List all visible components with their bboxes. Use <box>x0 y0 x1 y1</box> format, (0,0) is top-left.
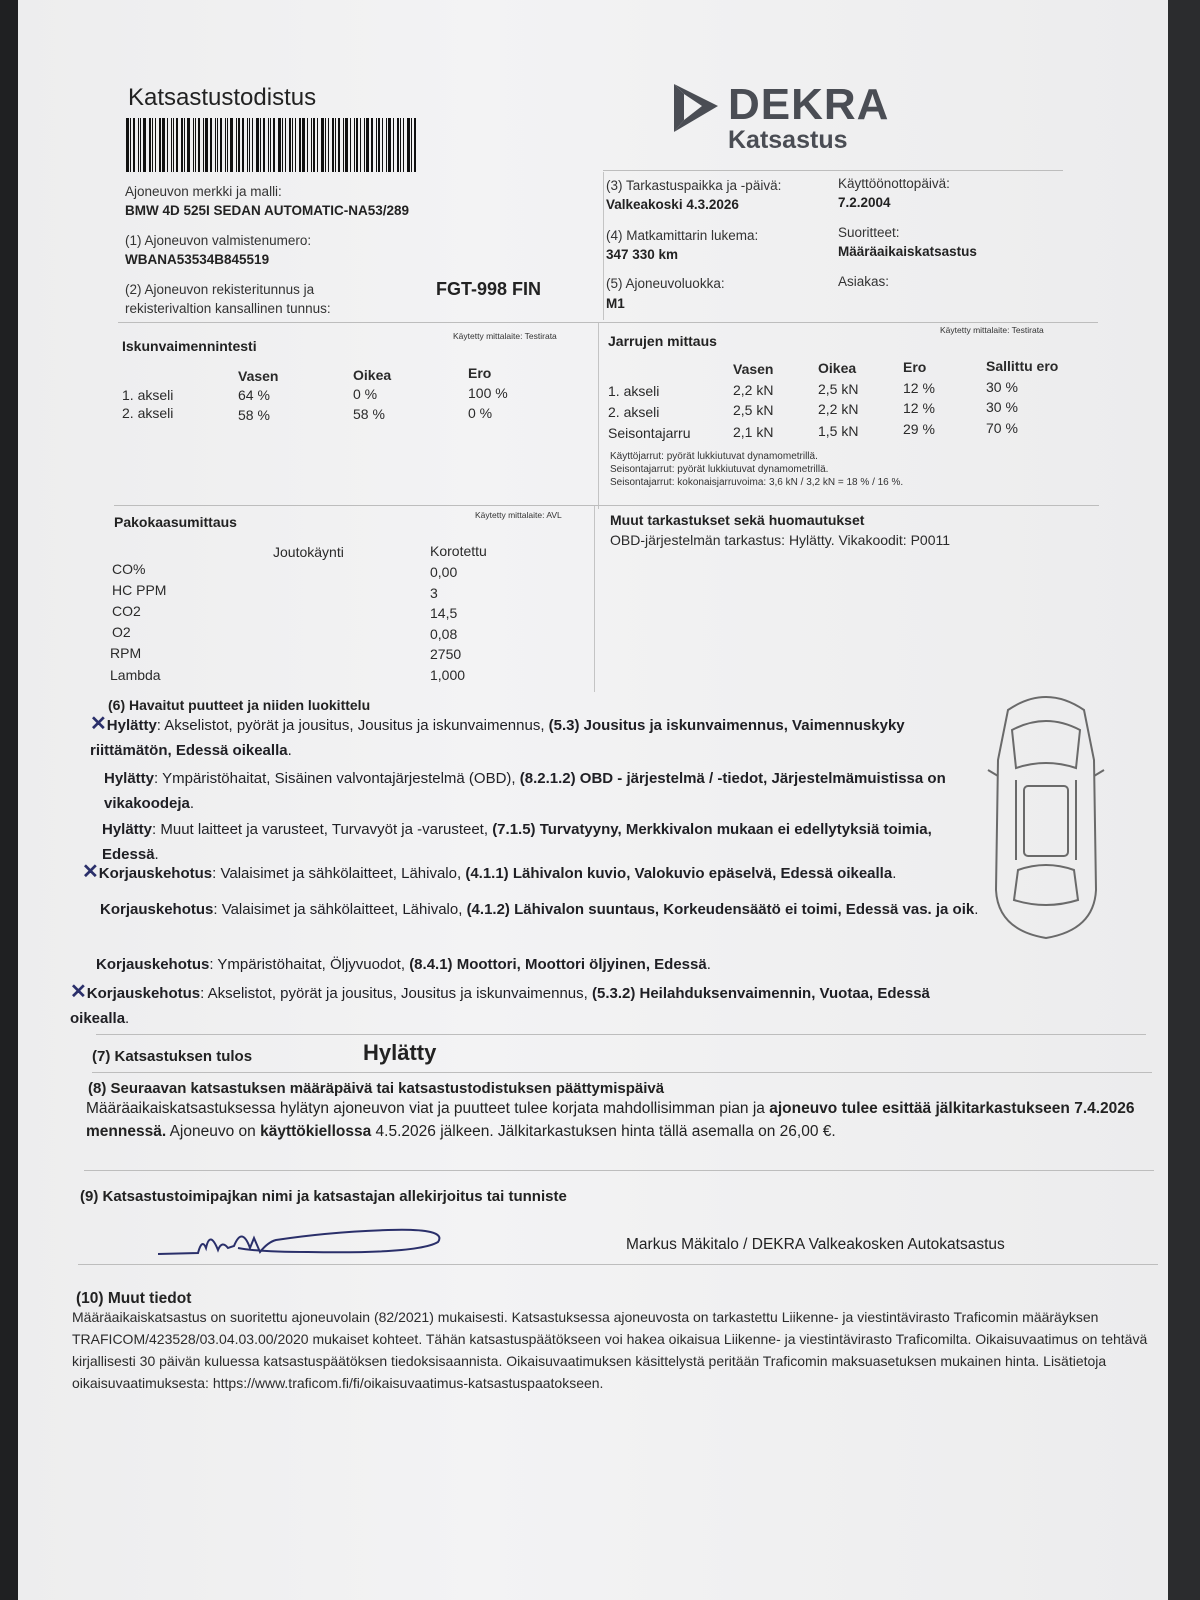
reg-label-line2: rekisterivaltion kansallinen tunnus: <box>125 301 331 316</box>
class-value: M1 <box>606 296 625 311</box>
signature-title: (9) Katsastustoimipajkan nimi ja katsastajan allekirjoitus tai tunniste <box>80 1188 567 1205</box>
defect-item: Korjauskehotus: Valaisimet ja sähkölaitteet, Lähivalo, (4.1.2) Lähivalon suuntaus, Korkeudensäätö ei toimi, Edessä vas. ja oik. <box>100 901 979 918</box>
barcode <box>126 118 556 172</box>
brakes-row3-right: 1,5 kN <box>818 423 859 439</box>
brakes-row2-diff: 12 % <box>903 400 935 416</box>
exhaust-co2-label: CO2 <box>112 603 141 619</box>
pen-x-mark: ✕ <box>82 861 99 883</box>
defect-item: Hylätty: Muut laitteet ja varusteet, Turvavyöt ja -varusteet, (7.1.5) Turvatyyny, Merkkivalon mukaan ei edellytyksiä toimia, Edessä. <box>102 821 932 863</box>
damper-row1-right: 0 % <box>353 386 378 402</box>
signature-scribble <box>158 1218 458 1262</box>
brakes-row1-left: 2,2 kN <box>733 382 774 398</box>
exhaust-hc-raised: 3 <box>430 585 438 601</box>
dekra-arrow-icon <box>668 80 728 136</box>
dekra-logo <box>668 80 728 141</box>
exhaust-o2-raised: 0,08 <box>430 626 458 642</box>
background-edge <box>0 0 18 1600</box>
brakes-col-diff: Ero <box>903 359 927 375</box>
brakes-device: Käytetty mittalaite: Testirata <box>940 325 1044 335</box>
reg-label-line1: (2) Ajoneuvon rekisteritunnus ja <box>125 282 315 297</box>
damper-row2-diff: 0 % <box>468 405 493 421</box>
info-title: (10) Muut tiedot <box>76 1290 192 1307</box>
odometer-label: (4) Matkamittarin lukema: <box>606 228 759 243</box>
exhaust-co-raised: 0,00 <box>430 564 458 580</box>
brakes-row1-label: 1. akseli <box>608 383 660 399</box>
brakes-row1-allowed: 30 % <box>986 379 1018 395</box>
firstuse-label: Käyttöönottopäivä: <box>838 176 950 191</box>
brakes-col-right: Oikea <box>818 360 857 376</box>
exhaust-rpm-raised: 2750 <box>430 646 462 662</box>
brakes-note-3: Seisontajarrut: kokonaisjarruvoima: 3,6 kN / 3,2 kN = 18 % / 16 %. <box>610 477 904 488</box>
exhaust-title: Pakokaasumittaus <box>114 514 237 530</box>
damper-device: Käytetty mittalaite: Testirata <box>453 331 557 341</box>
brakes-row2-left: 2,5 kN <box>733 402 774 418</box>
exhaust-rpm-label: RPM <box>110 645 142 661</box>
make-label: Ajoneuvon merkki ja malli: <box>125 184 282 199</box>
brakes-col-allowed: Sallittu ero <box>986 358 1059 374</box>
damper-row2-label: 2. akseli <box>122 405 174 421</box>
brakes-row2-right: 2,2 kN <box>818 401 859 417</box>
exhaust-lambda-label: Lambda <box>110 667 161 683</box>
other-title: Muut tarkastukset sekä huomautukset <box>610 512 865 528</box>
other-text: OBD-järjestelmän tarkastus: Hylätty. Vikakoodit: P0011 <box>610 532 951 548</box>
defect-item: ✕Korjauskehotus: Valaisimet ja sähkölaitteet, Lähivalo, (4.1.1) Lähivalon kuvio, Valokuvio epäselvä, Edessä oikealla. <box>82 861 897 883</box>
result-value: Hylätty <box>363 1040 437 1065</box>
brakes-row3-label: Seisontajarru <box>608 425 691 441</box>
handwritten-signature <box>158 1218 458 1267</box>
defect-item: ✕Korjauskehotus: Akselistot, pyörät ja jousitus, Jousitus ja iskunvaimennus, (5.3.2) Heilahduksenvaimennin, Vuotaa, Edessä oikealla. <box>70 981 930 1027</box>
info-text: Määräaikaiskatsastus on suoritettu ajoneuvolain (82/2021) mukaisesti. Katsastuksessa ajoneuvosta on tarkastettu Liikenne- ja viestintävirasto Traficomin määräyksen TRAFICOM/423528/03.04.03.00/2020 mukaiset kohteet. Tähän katsastuspäätökseen voi hakea oikaisua Liikenne- ja viestintävirasto Traficomilta. Oikaisuvaatimus on tehtävä kirjallisesti 30 päivän kuluessa katsastuspäätöksen tiedoksisaannista. Oikaisuvaatimuksen käsittelystä peritään Traficomin maksuasetuksen mukainen hinta. Lisätietoja oikaisuvaatimuksesta: https://www.traficom.fi/fi/oikaisuvaatimus-katsastuspaatokseen. <box>72 1309 1148 1391</box>
brakes-note-2: Seisontajarrut: pyörät lukkiutuvat dynamometrillä. <box>610 464 829 475</box>
logo-wordmark: DEKRA <box>728 80 890 129</box>
defect-item: ✕Hylätty: Akselistot, pyörät ja jousitus, Jousitus ja iskunvaimennus, (5.3) Jousitus ja iskunvaimennus, Vaimennuskyky riittämätön, Edessä oikealla. <box>90 713 905 759</box>
damper-title: Iskunvaimennintesti <box>122 338 257 354</box>
exhaust-device: Käytetty mittalaite: AVL <box>475 510 562 520</box>
brakes-row3-left: 2,1 kN <box>733 424 774 440</box>
exhaust-co2-raised: 14,5 <box>430 605 458 621</box>
inspection-certificate <box>18 0 1168 1600</box>
damper-row1-label: 1. akseli <box>122 387 174 403</box>
next-title: (8) Seuraavan katsastuksen määräpäivä tai katsastustodistuksen päättymispäivä <box>88 1080 665 1097</box>
place-value: Valkeakoski 4.3.2026 <box>606 197 739 212</box>
damper-row1-left: 64 % <box>238 387 270 403</box>
exhaust-hc-label: HC PPM <box>112 582 167 598</box>
class-label: (5) Ajoneuvoluokka: <box>606 276 725 291</box>
brakes-col-left: Vasen <box>733 361 774 377</box>
document-title: Katsastustodistus <box>128 84 317 111</box>
defects-title: (6) Havaitut puutteet ja niiden luokittelu <box>108 697 371 713</box>
defect-item: Hylätty: Ympäristöhaitat, Sisäinen valvontajärjestelmä (OBD), (8.2.1.2) OBD - järjestelmä / -tiedot, Järjestelmämuistissa on vikakoodeja. <box>104 770 946 812</box>
pen-x-mark: ✕ <box>90 713 107 735</box>
reg-value: FGT-998 FIN <box>436 279 542 299</box>
damper-row1-diff: 100 % <box>468 385 508 401</box>
brakes-title: Jarrujen mittaus <box>608 333 717 349</box>
signer-name: Markus Mäkitalo / DEKRA Valkeakosken Autokatsastus <box>626 1236 1005 1253</box>
exhaust-lambda-raised: 1,000 <box>430 667 466 683</box>
brakes-note-1: Käyttöjarrut: pyörät lukkiutuvat dynamometrillä. <box>610 451 818 462</box>
done-value: Määräaikaiskatsastus <box>838 244 977 259</box>
brakes-row3-allowed: 70 % <box>986 420 1018 436</box>
done-label: Suoritteet: <box>838 225 900 240</box>
car-top-view-icon <box>978 690 1114 945</box>
next-text: Määräaikaiskatsastuksessa hylätyn ajoneuvon viat ja puutteet tulee korjata mahdollisimman pian ja ajoneuvo tulee esittää jälkitarkastukseen 7.4.2026 mennessä. Ajoneuvo on käyttökiellossa 4.5.2026 jälkeen. Jälkitarkastuksen hinta tällä asemalla on 26,00 €. <box>86 1100 1135 1140</box>
place-label: (3) Tarkastuspaikka ja -päivä: <box>606 178 782 193</box>
brakes-row2-label: 2. akseli <box>608 404 660 420</box>
exhaust-col-raised: Korotettu <box>430 543 487 559</box>
customer-label: Asiakas: <box>838 274 890 289</box>
damper-col-left: Vasen <box>238 368 279 384</box>
result-label: (7) Katsastuksen tulos <box>92 1048 253 1065</box>
odometer-value: 347 330 km <box>606 247 679 262</box>
logo-subtitle: Katsastus <box>728 126 848 154</box>
firstuse-value: 7.2.2004 <box>838 195 891 210</box>
damper-col-right: Oikea <box>353 367 392 383</box>
car-diagram <box>978 690 1114 950</box>
damper-col-diff: Ero <box>468 365 492 381</box>
vin-value: WBANA53534B845519 <box>125 252 270 267</box>
brakes-row2-allowed: 30 % <box>986 399 1018 415</box>
defect-item: Korjauskehotus: Ympäristöhaitat, Öljyvuodot, (8.4.1) Moottori, Moottori öljyinen, Edessä. <box>96 956 711 973</box>
damper-row2-left: 58 % <box>238 407 270 423</box>
brakes-row1-right: 2,5 kN <box>818 381 859 397</box>
exhaust-o2-label: O2 <box>112 624 131 640</box>
brakes-row3-diff: 29 % <box>903 421 935 437</box>
damper-row2-right: 58 % <box>353 406 385 422</box>
brakes-row1-diff: 12 % <box>903 380 935 396</box>
vin-label: (1) Ajoneuvon valmistenumero: <box>125 233 312 248</box>
exhaust-col-idle: Joutokäynti <box>273 544 344 560</box>
exhaust-co-label: CO% <box>112 561 146 577</box>
pen-x-mark: ✕ <box>70 981 87 1003</box>
make-value: BMW 4D 525I SEDAN AUTOMATIC-NA53/289 <box>125 203 410 218</box>
